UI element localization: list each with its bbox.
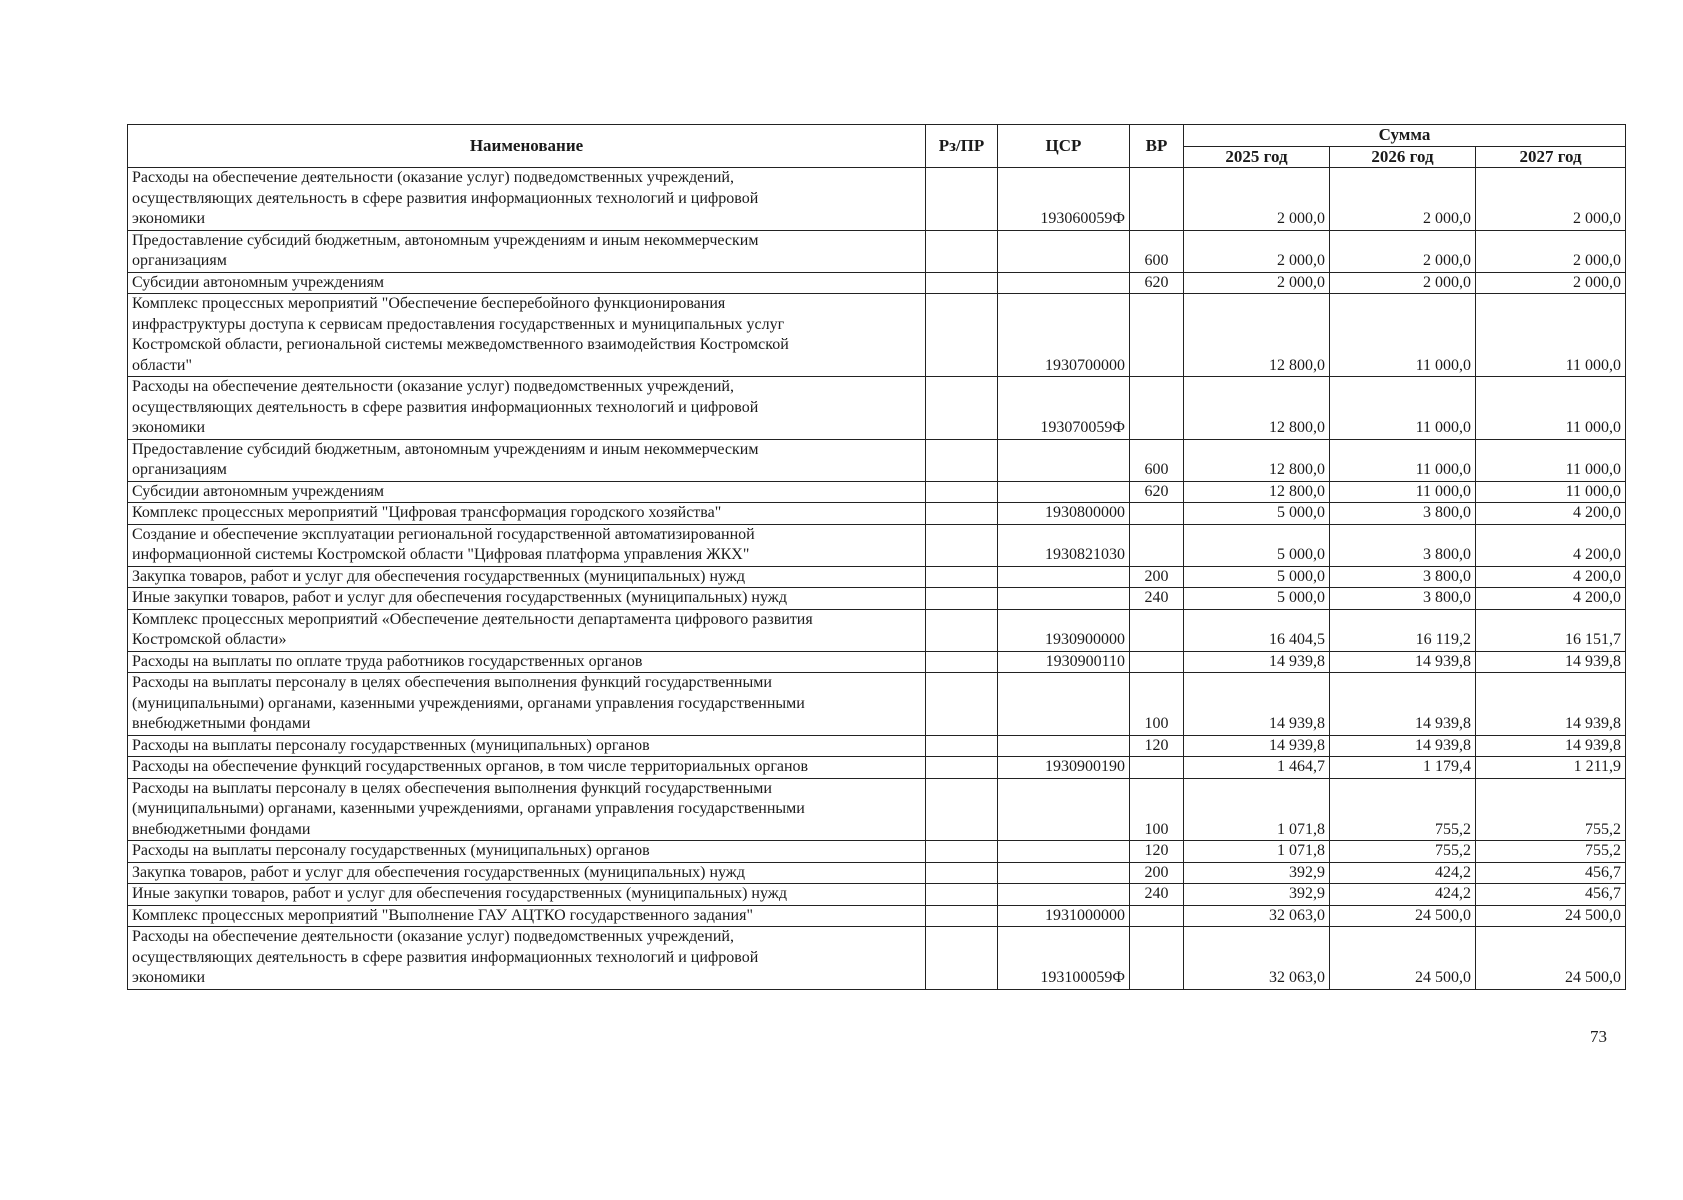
cell-2027: 755,2 <box>1476 841 1626 863</box>
cell-2027: 456,7 <box>1476 862 1626 884</box>
cell-2025: 1 071,8 <box>1184 841 1330 863</box>
cell-2027: 2 000,0 <box>1476 272 1626 294</box>
cell-csr <box>998 230 1130 272</box>
cell-2025: 1 071,8 <box>1184 778 1330 841</box>
table-row <box>128 673 1626 736</box>
cell-name: Расходы на выплаты по оплате труда работников государственных органов <box>128 651 926 673</box>
cell-rzpr <box>926 439 998 481</box>
cell-csr <box>998 841 1130 863</box>
cell-rzpr <box>926 927 998 990</box>
cell-name: Субсидии автономным учреждениям <box>128 481 926 503</box>
cell-name: Расходы на обеспечение деятельности (оказание услуг) подведомственных учреждений, осуществляющих деятельность в сфере развития информационных технологий и цифровой экономики <box>128 927 926 990</box>
cell-name: Предоставление субсидий бюджетным, автономным учреждениям и иным некоммерческим организациям <box>128 230 926 272</box>
header-vr: ВР <box>1130 125 1184 168</box>
cell-csr <box>998 673 1130 736</box>
table-row <box>128 778 1626 841</box>
cell-2026: 24 500,0 <box>1330 905 1476 927</box>
cell-2027: 24 500,0 <box>1476 927 1626 990</box>
cell-vr: 120 <box>1130 841 1184 863</box>
cell-2026: 16 119,2 <box>1330 609 1476 651</box>
page-number: 73 <box>1590 1027 1607 1046</box>
cell-rzpr <box>926 588 998 610</box>
cell-rzpr <box>926 905 998 927</box>
cell-csr: 1930900190 <box>998 757 1130 779</box>
cell-vr <box>1130 905 1184 927</box>
cell-2025: 14 939,8 <box>1184 735 1330 757</box>
cell-vr <box>1130 757 1184 779</box>
cell-vr: 620 <box>1130 481 1184 503</box>
cell-2025: 2 000,0 <box>1184 230 1330 272</box>
cell-rzpr <box>926 735 998 757</box>
cell-2025: 12 800,0 <box>1184 294 1330 377</box>
cell-2026: 3 800,0 <box>1330 566 1476 588</box>
cell-2026: 14 939,8 <box>1330 651 1476 673</box>
cell-2026: 2 000,0 <box>1330 272 1476 294</box>
cell-name: Расходы на выплаты персоналу государственных (муниципальных) органов <box>128 735 926 757</box>
cell-vr: 100 <box>1130 778 1184 841</box>
header-csr: ЦСР <box>998 125 1130 168</box>
cell-name: Закупка товаров, работ и услуг для обеспечения государственных (муниципальных) нужд <box>128 566 926 588</box>
cell-vr: 240 <box>1130 588 1184 610</box>
cell-2025: 14 939,8 <box>1184 651 1330 673</box>
cell-2027: 2 000,0 <box>1476 168 1626 231</box>
cell-2026: 3 800,0 <box>1330 588 1476 610</box>
cell-rzpr <box>926 230 998 272</box>
cell-2027: 11 000,0 <box>1476 481 1626 503</box>
table-row <box>128 841 1626 863</box>
cell-2025: 12 800,0 <box>1184 481 1330 503</box>
cell-2026: 424,2 <box>1330 862 1476 884</box>
table-row <box>128 651 1626 673</box>
cell-2027: 11 000,0 <box>1476 294 1626 377</box>
table-row <box>128 503 1626 525</box>
header-year-2025: 2025 год <box>1184 146 1330 168</box>
cell-name: Расходы на выплаты персоналу в целях обеспечения выполнения функций государственными (муниципальными) органами, казенными учреждениями, органами управления государственными внебюджетными фондами <box>128 673 926 736</box>
cell-2027: 456,7 <box>1476 884 1626 906</box>
cell-rzpr <box>926 609 998 651</box>
cell-name: Закупка товаров, работ и услуг для обеспечения государственных (муниципальных) нужд <box>128 862 926 884</box>
table-row <box>128 566 1626 588</box>
cell-2025: 5 000,0 <box>1184 588 1330 610</box>
cell-name: Расходы на выплаты персоналу государственных (муниципальных) органов <box>128 841 926 863</box>
cell-vr <box>1130 524 1184 566</box>
cell-vr: 620 <box>1130 272 1184 294</box>
cell-2026: 14 939,8 <box>1330 673 1476 736</box>
cell-2026: 11 000,0 <box>1330 377 1476 440</box>
cell-2027: 11 000,0 <box>1476 439 1626 481</box>
cell-rzpr <box>926 778 998 841</box>
cell-2025: 12 800,0 <box>1184 439 1330 481</box>
cell-2025: 5 000,0 <box>1184 524 1330 566</box>
cell-vr <box>1130 651 1184 673</box>
cell-2026: 24 500,0 <box>1330 927 1476 990</box>
cell-2025: 32 063,0 <box>1184 927 1330 990</box>
table-row <box>128 609 1626 651</box>
table-row <box>128 377 1626 440</box>
cell-rzpr <box>926 503 998 525</box>
cell-csr <box>998 481 1130 503</box>
table-row <box>128 757 1626 779</box>
table-row <box>128 735 1626 757</box>
cell-csr <box>998 588 1130 610</box>
cell-vr: 120 <box>1130 735 1184 757</box>
cell-csr: 193100059Ф <box>998 927 1130 990</box>
cell-2026: 755,2 <box>1330 841 1476 863</box>
cell-rzpr <box>926 481 998 503</box>
cell-name: Расходы на обеспечение деятельности (оказание услуг) подведомственных учреждений, осуществляющих деятельность в сфере развития информационных технологий и цифровой экономики <box>128 168 926 231</box>
cell-2027: 16 151,7 <box>1476 609 1626 651</box>
cell-2027: 4 200,0 <box>1476 588 1626 610</box>
cell-vr: 600 <box>1130 230 1184 272</box>
cell-2027: 1 211,9 <box>1476 757 1626 779</box>
cell-rzpr <box>926 294 998 377</box>
cell-2027: 14 939,8 <box>1476 673 1626 736</box>
cell-name: Комплекс процессных мероприятий "Выполнение ГАУ АЦТКО государственного задания" <box>128 905 926 927</box>
header-year-2026: 2026 год <box>1330 146 1476 168</box>
cell-csr <box>998 778 1130 841</box>
cell-2026: 2 000,0 <box>1330 168 1476 231</box>
cell-name: Создание и обеспечение эксплуатации региональной государственной автоматизированной информационной системы Костромской области "Цифровая платформа управления ЖКХ" <box>128 524 926 566</box>
cell-name: Предоставление субсидий бюджетным, автономным учреждениям и иным некоммерческим организациям <box>128 439 926 481</box>
cell-name: Расходы на выплаты персоналу в целях обеспечения выполнения функций государственными (муниципальными) органами, казенными учреждениями, органами управления государственными внебюджетными фондами <box>128 778 926 841</box>
cell-2026: 11 000,0 <box>1330 294 1476 377</box>
cell-csr: 193070059Ф <box>998 377 1130 440</box>
table-row <box>128 439 1626 481</box>
cell-rzpr <box>926 272 998 294</box>
cell-vr: 240 <box>1130 884 1184 906</box>
cell-rzpr <box>926 757 998 779</box>
cell-csr: 193060059Ф <box>998 168 1130 231</box>
header-sum: Сумма <box>1184 125 1626 147</box>
cell-name: Иные закупки товаров, работ и услуг для обеспечения государственных (муниципальных) нужд <box>128 588 926 610</box>
cell-rzpr <box>926 841 998 863</box>
cell-name: Расходы на обеспечение функций государственных органов, в том числе территориальных органов <box>128 757 926 779</box>
cell-2027: 4 200,0 <box>1476 503 1626 525</box>
table-row <box>128 884 1626 906</box>
table-row <box>128 524 1626 566</box>
cell-2025: 12 800,0 <box>1184 377 1330 440</box>
cell-vr <box>1130 503 1184 525</box>
cell-2026: 11 000,0 <box>1330 439 1476 481</box>
cell-csr <box>998 884 1130 906</box>
cell-rzpr <box>926 884 998 906</box>
table-row <box>128 481 1626 503</box>
table-row <box>128 905 1626 927</box>
cell-vr <box>1130 294 1184 377</box>
cell-2026: 755,2 <box>1330 778 1476 841</box>
table-row <box>128 862 1626 884</box>
cell-name: Расходы на обеспечение деятельности (оказание услуг) подведомственных учреждений, осуществляющих деятельность в сфере развития информационных технологий и цифровой экономики <box>128 377 926 440</box>
cell-csr: 1931000000 <box>998 905 1130 927</box>
cell-csr <box>998 862 1130 884</box>
cell-2025: 2 000,0 <box>1184 272 1330 294</box>
cell-rzpr <box>926 651 998 673</box>
cell-vr: 600 <box>1130 439 1184 481</box>
table-body <box>128 168 1626 990</box>
cell-vr: 200 <box>1130 862 1184 884</box>
cell-name: Иные закупки товаров, работ и услуг для обеспечения государственных (муниципальных) нужд <box>128 884 926 906</box>
cell-2027: 2 000,0 <box>1476 230 1626 272</box>
cell-2026: 1 179,4 <box>1330 757 1476 779</box>
cell-name: Комплекс процессных мероприятий «Обеспечение деятельности департамента цифрового развития Костромской области» <box>128 609 926 651</box>
header-rzpr: Рз/ПР <box>926 125 998 168</box>
cell-2026: 2 000,0 <box>1330 230 1476 272</box>
table-row <box>128 272 1626 294</box>
cell-2025: 5 000,0 <box>1184 566 1330 588</box>
cell-2027: 11 000,0 <box>1476 377 1626 440</box>
cell-vr <box>1130 377 1184 440</box>
table-row <box>128 927 1626 990</box>
cell-name: Комплекс процессных мероприятий "Цифровая трансформация городского хозяйства" <box>128 503 926 525</box>
cell-csr: 1930800000 <box>998 503 1130 525</box>
cell-2025: 392,9 <box>1184 884 1330 906</box>
header-year-2027: 2027 год <box>1476 146 1626 168</box>
cell-2025: 2 000,0 <box>1184 168 1330 231</box>
cell-2026: 424,2 <box>1330 884 1476 906</box>
cell-2027: 4 200,0 <box>1476 566 1626 588</box>
cell-2025: 5 000,0 <box>1184 503 1330 525</box>
cell-rzpr <box>926 673 998 736</box>
cell-rzpr <box>926 168 998 231</box>
table-header <box>128 125 1626 168</box>
header-name: Наименование <box>128 125 926 168</box>
cell-rzpr <box>926 377 998 440</box>
cell-2026: 3 800,0 <box>1330 503 1476 525</box>
cell-csr: 1930900000 <box>998 609 1130 651</box>
cell-csr <box>998 735 1130 757</box>
cell-vr: 100 <box>1130 673 1184 736</box>
cell-csr: 1930900110 <box>998 651 1130 673</box>
cell-rzpr <box>926 862 998 884</box>
cell-2027: 14 939,8 <box>1476 735 1626 757</box>
cell-2026: 3 800,0 <box>1330 524 1476 566</box>
cell-csr: 1930700000 <box>998 294 1130 377</box>
table-row <box>128 588 1626 610</box>
cell-2027: 755,2 <box>1476 778 1626 841</box>
cell-2025: 16 404,5 <box>1184 609 1330 651</box>
cell-rzpr <box>926 566 998 588</box>
cell-2025: 1 464,7 <box>1184 757 1330 779</box>
cell-2025: 392,9 <box>1184 862 1330 884</box>
cell-name: Субсидии автономным учреждениям <box>128 272 926 294</box>
table-row <box>128 230 1626 272</box>
cell-vr: 200 <box>1130 566 1184 588</box>
cell-vr <box>1130 168 1184 231</box>
cell-name: Комплекс процессных мероприятий "Обеспечение бесперебойного функционирования инфраструктуры доступа к сервисам предоставления государственных и муниципальных услуг Костромской области, региональной системы межведомственного взаимодействия Костромской области" <box>128 294 926 377</box>
cell-csr <box>998 566 1130 588</box>
cell-2025: 32 063,0 <box>1184 905 1330 927</box>
cell-2027: 24 500,0 <box>1476 905 1626 927</box>
cell-2025: 14 939,8 <box>1184 673 1330 736</box>
cell-2026: 14 939,8 <box>1330 735 1476 757</box>
cell-vr <box>1130 927 1184 990</box>
cell-2027: 14 939,8 <box>1476 651 1626 673</box>
cell-rzpr <box>926 524 998 566</box>
cell-2027: 4 200,0 <box>1476 524 1626 566</box>
cell-csr <box>998 272 1130 294</box>
table-row <box>128 294 1626 377</box>
table-row <box>128 168 1626 231</box>
cell-csr: 1930821030 <box>998 524 1130 566</box>
budget-table <box>127 124 1626 990</box>
cell-vr <box>1130 609 1184 651</box>
cell-csr <box>998 439 1130 481</box>
cell-2026: 11 000,0 <box>1330 481 1476 503</box>
